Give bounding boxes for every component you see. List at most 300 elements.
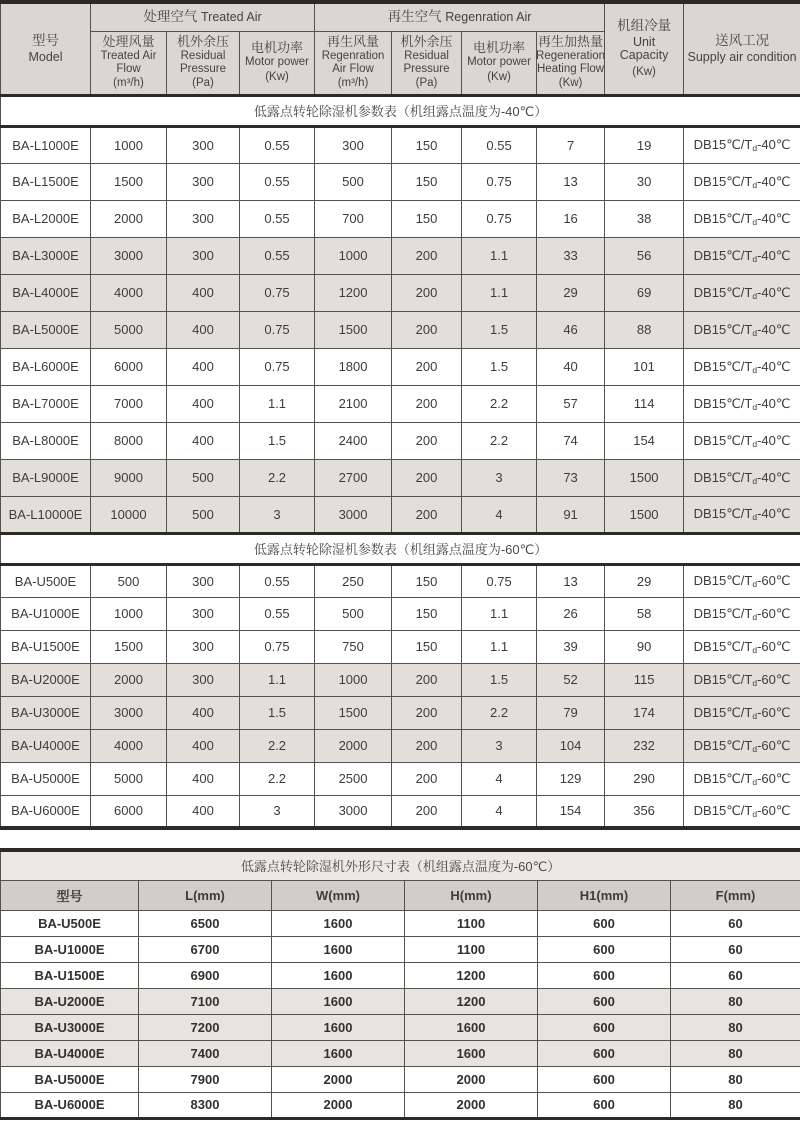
dimension-row [1,988,800,1014]
value-cell: 26 [537,597,605,630]
value-cell: 8000 [91,422,167,459]
dimension-value-cell: 7900 [139,1066,272,1092]
supply-condition-cell: $DB15℃/T_d-60℃$ [684,630,800,663]
unit-capacity-zh: 机组冷量 [617,17,672,33]
value-cell: 4 [462,762,537,795]
col-header-model [1,2,91,95]
dim-col-header-model: 型号 [1,880,139,910]
value-cell: 79 [537,696,605,729]
spec-row [1,663,800,696]
sub-header-en: Treated Air Flow [100,50,157,75]
dimension-value-cell: 7400 [139,1040,272,1066]
value-cell: 700 [315,200,392,237]
dimension-value-cell: 8300 [139,1092,272,1118]
value-cell: 104 [537,729,605,762]
value-cell: 200 [392,274,462,311]
spec-table-body [1,95,800,828]
dimension-value-cell: 80 [671,988,800,1014]
spec-row [1,630,800,663]
value-cell: 1000 [91,126,167,163]
supply-condition-cell: $DB15℃/T_d-60℃$ [684,696,800,729]
dimension-value-cell: 600 [538,1092,671,1118]
sub-header-en: Motor power [245,56,309,69]
value-cell: 154 [605,422,684,459]
regen-air-group-zh: 再生空气 [387,8,442,24]
value-cell: 0.55 [240,597,315,630]
value-cell: 400 [167,422,240,459]
value-cell: 0.75 [240,274,315,311]
value-cell: 73 [537,459,605,496]
value-cell: 3000 [91,237,167,274]
spec-row [1,696,800,729]
spec-table-header [1,2,800,95]
value-cell: 3 [462,459,537,496]
value-cell: 1000 [315,663,392,696]
dimension-value-cell: 1600 [272,936,405,962]
value-cell: 2.2 [462,696,537,729]
model-cell: BA-L1000E [1,126,91,163]
value-cell: 29 [605,564,684,597]
value-cell: 356 [605,795,684,828]
value-cell: 0.55 [240,200,315,237]
dimension-table [0,848,800,1120]
spec-row [1,348,800,385]
supply-condition-cell: $DB15℃/T_d-40℃$ [684,422,800,459]
dimension-value-cell: 1600 [272,1014,405,1040]
treated-air-group-en: Treated Air [200,9,262,24]
value-cell: 29 [537,274,605,311]
sub-header-unit: (Kw) [487,71,511,84]
sub-header-zh: 处理风量 [102,33,155,49]
dimension-value-cell: 6500 [139,910,272,936]
value-cell: 200 [392,459,462,496]
value-cell: 300 [167,200,240,237]
dim-col-header-length: L(mm) [139,880,272,910]
dimension-value-cell: 1600 [272,910,405,936]
supply-condition-cell: $DB15℃/T_d-40℃$ [684,274,800,311]
value-cell: 2000 [91,200,167,237]
model-cell: BA-L10000E [1,496,91,533]
value-cell: 10000 [91,496,167,533]
model-cell: BA-U6000E [1,795,91,828]
model-cell: BA-L6000E [1,348,91,385]
model-cell: BA-U500E [1,564,91,597]
spec-row [1,762,800,795]
value-cell: 200 [392,311,462,348]
value-cell: 57 [537,385,605,422]
model-cell: BA-L4000E [1,274,91,311]
value-cell: 19 [605,126,684,163]
value-cell: 3000 [91,696,167,729]
model-cell: BA-L5000E [1,311,91,348]
value-cell: 400 [167,729,240,762]
value-cell: 400 [167,311,240,348]
sub-header-en: Residual Pressure [179,50,227,75]
dimension-row [1,1040,800,1066]
value-cell: 0.55 [240,126,315,163]
value-cell: 38 [605,200,684,237]
dimension-row [1,936,800,962]
value-cell: 1200 [315,274,392,311]
value-cell: 6000 [91,795,167,828]
model-cell: BA-U1000E [1,597,91,630]
dimension-value-cell: 1200 [405,962,538,988]
model-cell: BA-U1500E [1,630,91,663]
supply-condition-cell: $DB15℃/T_d-60℃$ [684,597,800,630]
sub-header-zh: 再生风量 [327,33,380,49]
dimension-value-cell: 600 [538,936,671,962]
spec-row [1,274,800,311]
value-cell: 2100 [315,385,392,422]
value-cell: 1.5 [462,348,537,385]
value-cell: 200 [392,729,462,762]
value-cell: 13 [537,564,605,597]
value-cell: 58 [605,597,684,630]
model-cell: BA-U5000E [1,762,91,795]
value-cell: 0.75 [240,348,315,385]
dimension-row [1,1092,800,1118]
dimension-value-cell: 6700 [139,936,272,962]
supply-condition-cell: $DB15℃/T_d-40℃$ [684,311,800,348]
col-header-treated-air-flow [91,31,167,95]
value-cell: 52 [537,663,605,696]
dimension-title-row [1,850,800,880]
value-cell: 400 [167,348,240,385]
model-cell: BA-U3000E [1,1014,139,1040]
sub-header-unit: (Kw) [265,71,289,84]
sub-header-unit: (Pa) [192,77,214,90]
value-cell: 750 [315,630,392,663]
value-cell: 33 [537,237,605,274]
value-cell: 150 [392,597,462,630]
dimension-value-cell: 1600 [272,1040,405,1066]
value-cell: 200 [392,496,462,533]
value-cell: 1500 [91,163,167,200]
value-cell: 400 [167,762,240,795]
dim-col-header-height: H(mm) [405,880,538,910]
value-cell: 500 [167,459,240,496]
value-cell: 1.1 [462,630,537,663]
section-title-row [1,95,800,126]
dimension-table-header [1,850,800,910]
sub-header-zh: 电机功率 [251,40,304,56]
dimension-value-cell: 600 [538,962,671,988]
value-cell: 400 [167,274,240,311]
value-cell: 1.5 [462,663,537,696]
sub-header-zh: 机外余压 [176,33,229,49]
value-cell: 2000 [315,729,392,762]
value-cell: 300 [315,126,392,163]
value-cell: 1.1 [240,663,315,696]
value-cell: 150 [392,630,462,663]
model-cell: BA-U2000E [1,988,139,1014]
value-cell: 2700 [315,459,392,496]
model-header-zh: 型号 [32,32,59,48]
supply-condition-cell: $DB15℃/T_d-40℃$ [684,200,800,237]
model-cell: BA-U2000E [1,663,91,696]
value-cell: 39 [537,630,605,663]
value-cell: 150 [392,163,462,200]
dimension-value-cell: 60 [671,936,800,962]
model-cell: BA-U500E [1,910,139,936]
value-cell: 500 [315,597,392,630]
value-cell: 3000 [315,795,392,828]
dimension-row [1,962,800,988]
value-cell: 200 [392,422,462,459]
value-cell: 69 [605,274,684,311]
supply-condition-cell: $DB15℃/T_d-60℃$ [684,564,800,597]
unit-capacity-unit: (Kw) [632,66,656,79]
value-cell: 6000 [91,348,167,385]
model-header-en: Model [28,49,63,64]
spec-row [1,237,800,274]
unit-capacity-en: Unit Capacity [619,34,669,63]
dimension-value-cell: 600 [538,1066,671,1092]
model-cell: BA-U5000E [1,1066,139,1092]
sub-header-en: Regenration Air Flow [321,50,385,75]
dimension-value-cell: 80 [671,1066,800,1092]
value-cell: 2.2 [462,422,537,459]
value-cell: 0.75 [462,564,537,597]
dimension-value-cell: 2000 [272,1066,405,1092]
value-cell: 40 [537,348,605,385]
regen-air-group-en: Regenration Air [445,9,532,24]
col-header-regen-heating-flow [537,31,605,95]
sub-header-unit: (Kw) [558,77,583,90]
spec-row [1,459,800,496]
supply-condition-cell: $DB15℃/T_d-40℃$ [684,126,800,163]
col-header-regen-air-flow [315,31,392,95]
spec-row [1,311,800,348]
value-cell: 91 [537,496,605,533]
table-gap [0,830,800,848]
value-cell: 1.5 [240,696,315,729]
value-cell: 13 [537,163,605,200]
dimension-value-cell: 600 [538,910,671,936]
sub-header-zh: 再生加热量 [538,33,604,49]
model-cell: BA-U4000E [1,1040,139,1066]
value-cell: 1500 [605,496,684,533]
supply-air-en: Supply air condition [687,49,797,64]
value-cell: 74 [537,422,605,459]
dimension-value-cell: 1600 [272,988,405,1014]
value-cell: 2400 [315,422,392,459]
spec-row [1,564,800,597]
dimension-value-cell: 2000 [405,1066,538,1092]
value-cell: 154 [537,795,605,828]
supply-air-zh: 送风工况 [715,32,770,48]
model-cell: BA-L8000E [1,422,91,459]
dimension-table-title: 低露点转轮除湿机外形尺寸表（机组露点温度为-60℃） [1,850,800,880]
value-cell: 101 [605,348,684,385]
dimension-value-cell: 60 [671,962,800,988]
supply-condition-cell: $DB15℃/T_d-40℃$ [684,496,800,533]
value-cell: 1500 [605,459,684,496]
header-group-row [1,2,800,31]
col-header-supply-air [684,2,800,95]
value-cell: 1.5 [462,311,537,348]
sub-header-en: Residual Pressure [403,50,450,75]
value-cell: 1.1 [462,237,537,274]
value-cell: 4000 [91,274,167,311]
value-cell: 300 [167,237,240,274]
value-cell: 2.2 [240,762,315,795]
dimension-value-cell: 7200 [139,1014,272,1040]
value-cell: 1.5 [240,422,315,459]
value-cell: 2.2 [462,385,537,422]
value-cell: 1500 [315,696,392,729]
treated-air-group-zh: 处理空气 [143,8,198,24]
value-cell: 500 [167,496,240,533]
value-cell: 4000 [91,729,167,762]
dimension-value-cell: 80 [671,1014,800,1040]
value-cell: 0.55 [462,126,537,163]
model-cell: BA-U3000E [1,696,91,729]
value-cell: 1500 [315,311,392,348]
dimension-header-row [1,880,800,910]
value-cell: 200 [392,762,462,795]
value-cell: 1800 [315,348,392,385]
value-cell: 0.55 [240,564,315,597]
value-cell: 9000 [91,459,167,496]
sub-header-unit: (m³/h) [113,77,144,90]
supply-condition-cell: $DB15℃/T_d-60℃$ [684,729,800,762]
value-cell: 7 [537,126,605,163]
col-header-treated-motor-power [240,31,315,95]
value-cell: 200 [392,795,462,828]
value-cell: 5000 [91,311,167,348]
value-cell: 400 [167,795,240,828]
spec-row [1,597,800,630]
spec-row [1,422,800,459]
model-cell: BA-L9000E [1,459,91,496]
value-cell: 200 [392,348,462,385]
value-cell: 150 [392,126,462,163]
value-cell: 4 [462,795,537,828]
model-cell: BA-U4000E [1,729,91,762]
value-cell: 3 [462,729,537,762]
value-cell: 114 [605,385,684,422]
dimension-value-cell: 6900 [139,962,272,988]
value-cell: 500 [315,163,392,200]
spec-row [1,163,800,200]
value-cell: 2500 [315,762,392,795]
dimension-value-cell: 2000 [272,1092,405,1118]
sub-header-zh: 机外余压 [400,33,453,49]
supply-condition-cell: $DB15℃/T_d-40℃$ [684,385,800,422]
spec-row [1,126,800,163]
value-cell: 290 [605,762,684,795]
value-cell: 200 [392,663,462,696]
model-cell: BA-L2000E [1,200,91,237]
model-cell: BA-L7000E [1,385,91,422]
dimension-value-cell: 1100 [405,936,538,962]
dimension-value-cell: 60 [671,910,800,936]
spec-row [1,385,800,422]
value-cell: 300 [167,597,240,630]
dimension-value-cell: 1600 [405,1014,538,1040]
sub-header-unit: (Pa) [415,77,438,90]
value-cell: 88 [605,311,684,348]
supply-condition-cell: $DB15℃/T_d-60℃$ [684,795,800,828]
dimension-value-cell: 600 [538,1014,671,1040]
dimension-value-cell: 1100 [405,910,538,936]
sub-header-unit: (m³/h) [337,77,369,90]
dimension-row [1,1014,800,1040]
dim-col-header-height1: H1(mm) [538,880,671,910]
sub-header-en: Motor power [467,56,531,69]
value-cell: 150 [392,200,462,237]
supply-condition-cell: $DB15℃/T_d-40℃$ [684,348,800,385]
dimension-value-cell: 600 [538,1040,671,1066]
model-cell: BA-U6000E [1,1092,139,1118]
value-cell: 129 [537,762,605,795]
value-cell: 250 [315,564,392,597]
dim-col-header-width: W(mm) [272,880,405,910]
value-cell: 174 [605,696,684,729]
dimension-row [1,910,800,936]
value-cell: 4 [462,496,537,533]
dimension-value-cell: 80 [671,1092,800,1118]
value-cell: 200 [392,696,462,729]
value-cell: 0.55 [240,163,315,200]
value-cell: 115 [605,663,684,696]
value-cell: 46 [537,311,605,348]
sub-header-en: Regeneration Heating Flow [536,50,606,75]
value-cell: 300 [167,163,240,200]
supply-condition-cell: $DB15℃/T_d-40℃$ [684,237,800,274]
dimension-value-cell: 80 [671,1040,800,1066]
col-header-regen-residual-pressure [392,31,462,95]
dimension-value-cell: 7100 [139,988,272,1014]
value-cell: 1500 [91,630,167,663]
value-cell: 300 [167,630,240,663]
supply-condition-cell: $DB15℃/T_d-40℃$ [684,459,800,496]
value-cell: 400 [167,696,240,729]
model-cell: BA-L1500E [1,163,91,200]
spec-row [1,200,800,237]
value-cell: 200 [392,237,462,274]
value-cell: 16 [537,200,605,237]
dimension-value-cell: 1200 [405,988,538,1014]
value-cell: 400 [167,385,240,422]
value-cell: 90 [605,630,684,663]
value-cell: 500 [91,564,167,597]
spec-row [1,496,800,533]
supply-condition-cell: $DB15℃/T_d-60℃$ [684,663,800,696]
value-cell: 300 [167,663,240,696]
value-cell: 1.1 [240,385,315,422]
section-title-text: 低露点转轮除湿机参数表（机组露点温度为-40℃） [1,95,800,126]
value-cell: 2.2 [240,459,315,496]
value-cell: 0.75 [462,200,537,237]
col-header-regen-motor-power [462,31,537,95]
value-cell: 3 [240,496,315,533]
model-cell: BA-L3000E [1,237,91,274]
value-cell: 1.1 [462,274,537,311]
supply-condition-cell: $DB15℃/T_d-40℃$ [684,163,800,200]
value-cell: 232 [605,729,684,762]
value-cell: 3 [240,795,315,828]
value-cell: 56 [605,237,684,274]
value-cell: 7000 [91,385,167,422]
value-cell: 2000 [91,663,167,696]
value-cell: 2.2 [240,729,315,762]
value-cell: 0.75 [240,311,315,348]
col-header-treated-residual-pressure [167,31,240,95]
value-cell: 0.75 [462,163,537,200]
model-cell: BA-U1500E [1,962,139,988]
